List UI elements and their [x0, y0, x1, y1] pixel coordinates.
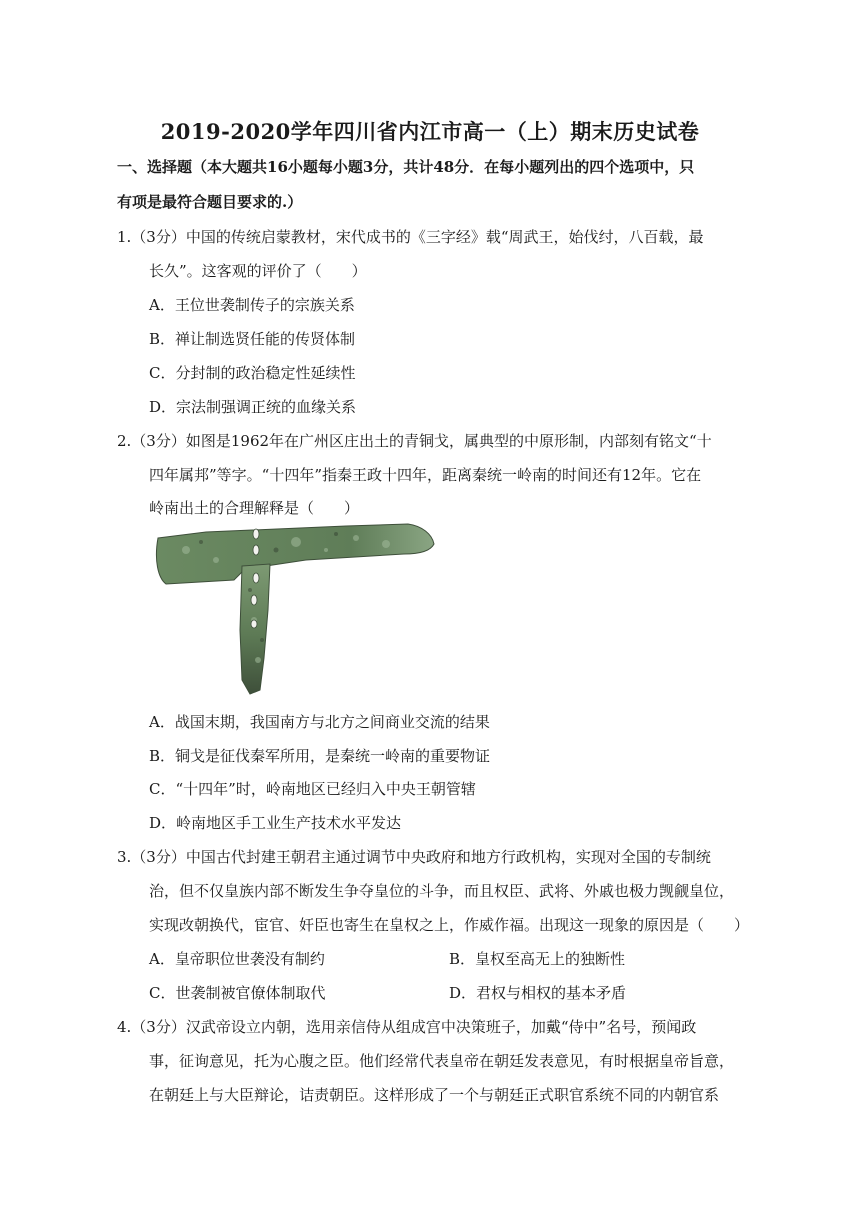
question-1-line1: 1.（3分）中国的传统启蒙教材，宋代成书的《三字经》载“周武王，始伐纣，八百载，最 — [117, 228, 704, 246]
exam-title: 2019-2020学年四川省内江市高一（上）期末历史试卷 — [160, 119, 700, 144]
question-1-option-b[interactable]: B．禅让制选贤任能的传贤体制 — [149, 330, 356, 348]
question-1-option-a[interactable]: A．王位世袭制传子的宗族关系 — [149, 296, 355, 314]
question-1-option-c[interactable]: C．分封制的政治稳定性延续性 — [149, 364, 356, 382]
question-4-line1: 4.（3分）汉武帝设立内朝，选用亲信侍从组成宫中决策班子，加戴“侍中”名号，预闻政 — [117, 1018, 697, 1036]
question-3-line1: 3.（3分）中国古代封建王朝君主通过调节中央政府和地方行政机构，实现对全国的专制统 — [117, 848, 711, 866]
question-3-option-c[interactable]: C．世袭制被官僚体制取代 — [149, 984, 326, 1002]
question-2-line2: 四年属邦”等字。“十四年”指秦王政十四年，距离秦统一岭南的时间还有12年。它在 — [149, 466, 702, 484]
question-2-option-c[interactable]: C．“十四年”时，岭南地区已经归入中央王朝管辖 — [149, 780, 476, 798]
bronze-ge-halberd-image — [146, 520, 436, 698]
question-2-option-d[interactable]: D．岭南地区手工业生产技术水平发达 — [149, 814, 402, 832]
question-4-line3: 在朝廷上与大臣辩论，诘责朝臣。这样形成了一个与朝廷正式职官系统不同的内朝官系 — [149, 1086, 720, 1104]
question-4-line2: 事，征询意见，托为心腹之臣。他们经常代表皇帝在朝廷发表意见，有时根据皇帝旨意， — [149, 1052, 735, 1070]
question-1-line2: 长久”。这客观的评价了（ ） — [149, 262, 367, 280]
question-2-option-b[interactable]: B．铜戈是征伐秦军所用，是秦统一岭南的重要物证 — [149, 747, 491, 765]
question-2-line1: 2.（3分）如图是1962年在广州区庄出土的青铜戈，属典型的中原形制，内部刻有铭文“十 — [117, 432, 712, 450]
section-heading-line1: 一、选择题（本大题共16小题每小题3分，共计48分．在每小题列出的四个选项中，只 — [117, 158, 695, 176]
question-3-line2: 治，但不仅皇族内部不断发生争夺皇位的斗争，而且权臣、武将、外戚也极力觊觎皇位， — [149, 882, 735, 900]
question-3-option-d[interactable]: D．君权与相权的基本矛盾 — [449, 984, 627, 1002]
question-3-line3: 实现改朝换代，宦官、奸臣也寄生在皇权之上，作威作福。出现这一现象的原因是（ ） — [149, 916, 750, 934]
question-1-option-d[interactable]: D．宗法制强调正统的血缘关系 — [149, 398, 357, 416]
question-2-option-a[interactable]: A．战国末期，我国南方与北方之间商业交流的结果 — [149, 713, 490, 731]
question-3-option-b[interactable]: B．皇权至高无上的独断性 — [449, 950, 626, 968]
question-2-line3: 岭南出土的合理解释是（ ） — [149, 499, 360, 517]
question-3-option-a[interactable]: A．皇帝职位世袭没有制约 — [149, 950, 325, 968]
section-heading-line2: 有项是最符合题目要求的.） — [117, 193, 303, 211]
